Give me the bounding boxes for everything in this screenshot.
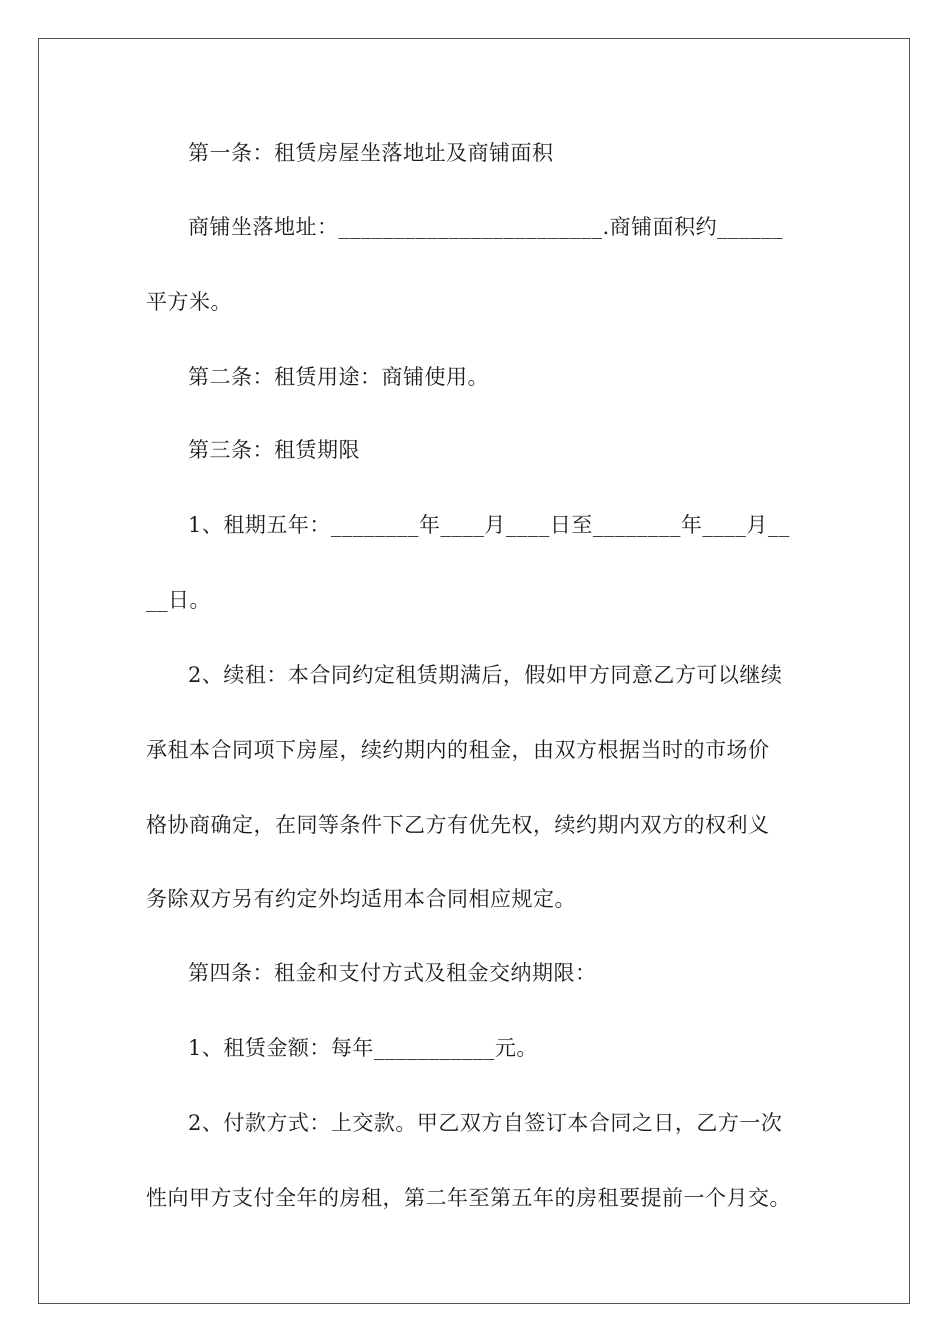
renewal-paragraph-line-1: 2、续租：本合同约定租赁期满后，假如甲方同意乙方可以继续 — [188, 663, 783, 687]
renewal-paragraph-line-2: 承租本合同项下房屋，续约期内的租金，由双方根据当时的市场价 — [146, 738, 770, 762]
renewal-paragraph-line-3: 格协商确定，在同等条件下乙方有优先权，续约期内双方的权利义 — [146, 813, 770, 837]
lease-term-line-cont: __日。 — [146, 588, 211, 612]
article-3-heading: 第三条：租赁期限 — [188, 438, 360, 462]
article-4-heading: 第四条：租金和支付方式及租金交纳期限： — [188, 961, 597, 985]
article-2-heading: 第二条：租赁用途：商铺使用。 — [188, 365, 489, 389]
rent-amount-line: 1、租赁金额：每年___________元。 — [188, 1036, 538, 1060]
payment-method-line-1: 2、付款方式：上交款。甲乙双方自签订本合同之日，乙方一次 — [188, 1111, 783, 1135]
lease-term-line: 1、租期五年：________年____月____日至________年____月__ — [188, 513, 790, 537]
payment-method-line-2: 性向甲方支付全年的房租，第二年至第五年的房租要提前一个月交。 — [146, 1186, 791, 1210]
shop-address-line: 商铺坐落地址：________________________.商铺面积约______ — [188, 215, 784, 239]
article-1-heading: 第一条：租赁房屋坐落地址及商铺面积 — [188, 141, 554, 165]
shop-area-unit-line: 平方米。 — [146, 290, 232, 314]
renewal-paragraph-line-4: 务除双方另有约定外均适用本合同相应规定。 — [146, 887, 576, 911]
